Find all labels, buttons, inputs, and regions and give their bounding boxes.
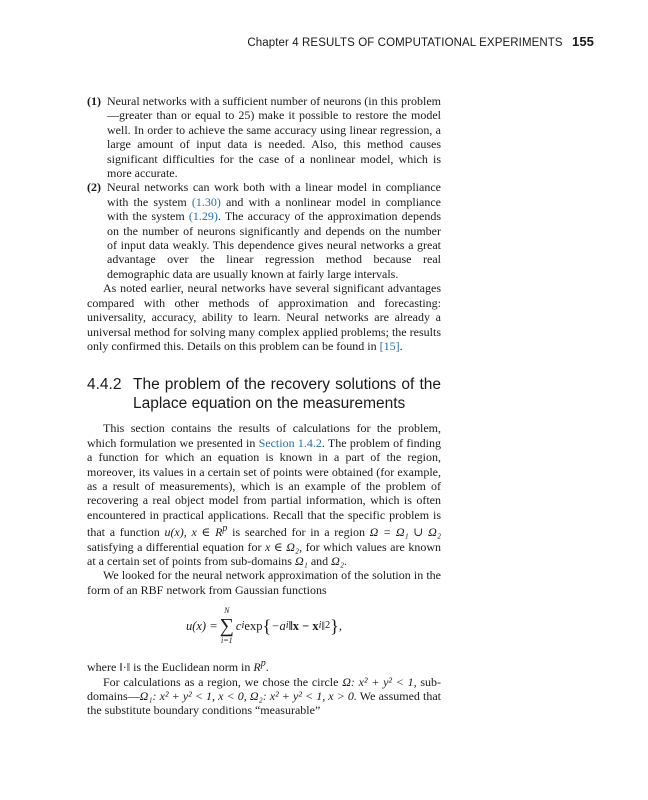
text-segment: is the Euclidean norm in	[130, 660, 254, 675]
paragraph	[87, 281, 441, 353]
text-segment: sub-domains—	[87, 674, 442, 703]
running-header	[60, 34, 594, 49]
page-body	[87, 94, 441, 718]
formula-sub: i	[285, 619, 289, 631]
rbf-formula	[87, 603, 441, 649]
formula-coef: c	[235, 618, 242, 633]
section-number: 4.4.2	[87, 376, 122, 394]
text-segment: .	[265, 660, 269, 675]
math-inline: ‖·‖	[119, 660, 131, 675]
equation-ref-link[interactable]: (1.30)	[191, 194, 221, 209]
paragraph	[87, 657, 441, 674]
list-text	[107, 180, 441, 281]
list-text: Neural networks with a sufficient number of neurons (in this problem—greater than or equal to 25) make it possible to restore the model well. In order to achieve the same accuracy using linear regression, a large amount of input data is needed. Also, this method causes significant difficulties for the case of a nonlinear model, which is more accurate.	[107, 94, 441, 181]
math-inline: R	[253, 660, 261, 675]
list-item	[87, 180, 441, 281]
brace-close: }	[330, 615, 339, 636]
formula-inner: −a	[271, 618, 286, 633]
brace-open: {	[262, 615, 272, 636]
text-segment: For calculations as a region, we chose the circle	[103, 674, 343, 689]
chapter-label: Chapter 4	[247, 37, 299, 49]
sum-upper-limit: N	[224, 606, 230, 616]
equation-ref-link[interactable]: (1.29)	[188, 209, 218, 224]
math-inline: Ω = Ω₁ ∪ Ω₂	[369, 525, 442, 540]
sigma-symbol: ∑	[219, 615, 234, 638]
section-heading	[87, 375, 441, 413]
text-segment: .	[344, 553, 347, 568]
math-inline: Ω₁	[294, 553, 308, 568]
math-inline: Ω: x² + y² < 1,	[342, 674, 417, 689]
math-inline: Ω₂	[331, 553, 344, 568]
list-item	[87, 94, 441, 180]
list-number: (1)	[87, 94, 101, 108]
text-segment: This section contains the results of calculations for the problem, which formulation we presented in	[87, 421, 441, 450]
text-segment: .	[399, 338, 403, 353]
text-segment: . The problem of finding a function for which an equation is known in a part of the region, moreover, its values in a certain set of points were obtained (for example, as a result of measurements), which is an example of the problem of recovering a real object model from partial information, which is often encountered in practical applications. Recall that the specific problem is that a function	[87, 435, 441, 540]
formula-power: 2	[325, 619, 331, 631]
text-segment: where	[87, 660, 120, 675]
citation-link[interactable]: [15]	[379, 338, 400, 353]
text-segment: Neural networks can work both with a linear model in compliance with the system	[107, 180, 441, 209]
text-segment: We looked for the neural network approximation of the solution in the form of an RBF network from Gaussian functions	[87, 568, 441, 597]
paragraph	[87, 675, 441, 718]
list-number: (2)	[87, 180, 101, 195]
text-segment: We assumed that the substitute boundary conditions “measurable”	[87, 689, 442, 718]
text-segment: satisfying a differential equation for	[87, 539, 265, 554]
text-segment: As noted earlier, neural networks have several significant advantages compared with other methods of approximation and forecasting: universality, accuracy, ability to learn. Neural networks are already a universal method for solving many complex applied problems; the results only confirmed this. Details on this problem can be found in	[87, 281, 441, 353]
paragraph	[87, 568, 441, 597]
chapter-title: RESULTS OF COMPUTATIONAL EXPERIMENTS	[302, 37, 563, 49]
page-number: 155	[572, 34, 594, 49]
text-segment: , for which values are known at a certain set of points from sub-domains	[87, 539, 442, 568]
sum-lower-limit: i=1	[220, 636, 233, 646]
math-inline: u(x), x ∈ R	[164, 525, 223, 540]
math-inline: Ω₁: x² + y² < 1, x < 0, Ω₂: x² + y² < 1, x > 0.	[139, 689, 357, 703]
text-segment: . The accuracy of the approximation depends on the number of neurons significantly and depends on the number of input data weakly. This dependence gives neural networks a great advantage over the linear regression method because real demographic data are usually known at fairly large intervals.	[107, 209, 441, 281]
section-title: The problem of the recovery solutions of the Laplace equation on the measurements	[133, 376, 441, 413]
text-segment: and with a nonlinear model in compliance with the system	[107, 194, 442, 224]
formula-sub: i	[318, 619, 322, 631]
paragraph	[87, 421, 441, 568]
section-ref-link[interactable]: Section 1.4.2	[258, 435, 322, 450]
text-segment: and	[307, 553, 332, 568]
formula-lhs: u(x) =	[185, 618, 218, 633]
formula-sub: i	[241, 619, 245, 631]
text-segment: is searched for in a region	[227, 525, 370, 540]
formula-norm-end: ‖	[321, 618, 326, 633]
formula-norm: ‖x − x	[288, 618, 319, 633]
formula-exp: exp	[244, 618, 263, 633]
math-sup: p	[222, 523, 228, 535]
math-sup: p	[260, 658, 266, 670]
summation	[220, 606, 234, 646]
formula-tail: ,	[338, 618, 343, 633]
math-inline: x ∈ Ω₂	[265, 539, 300, 554]
